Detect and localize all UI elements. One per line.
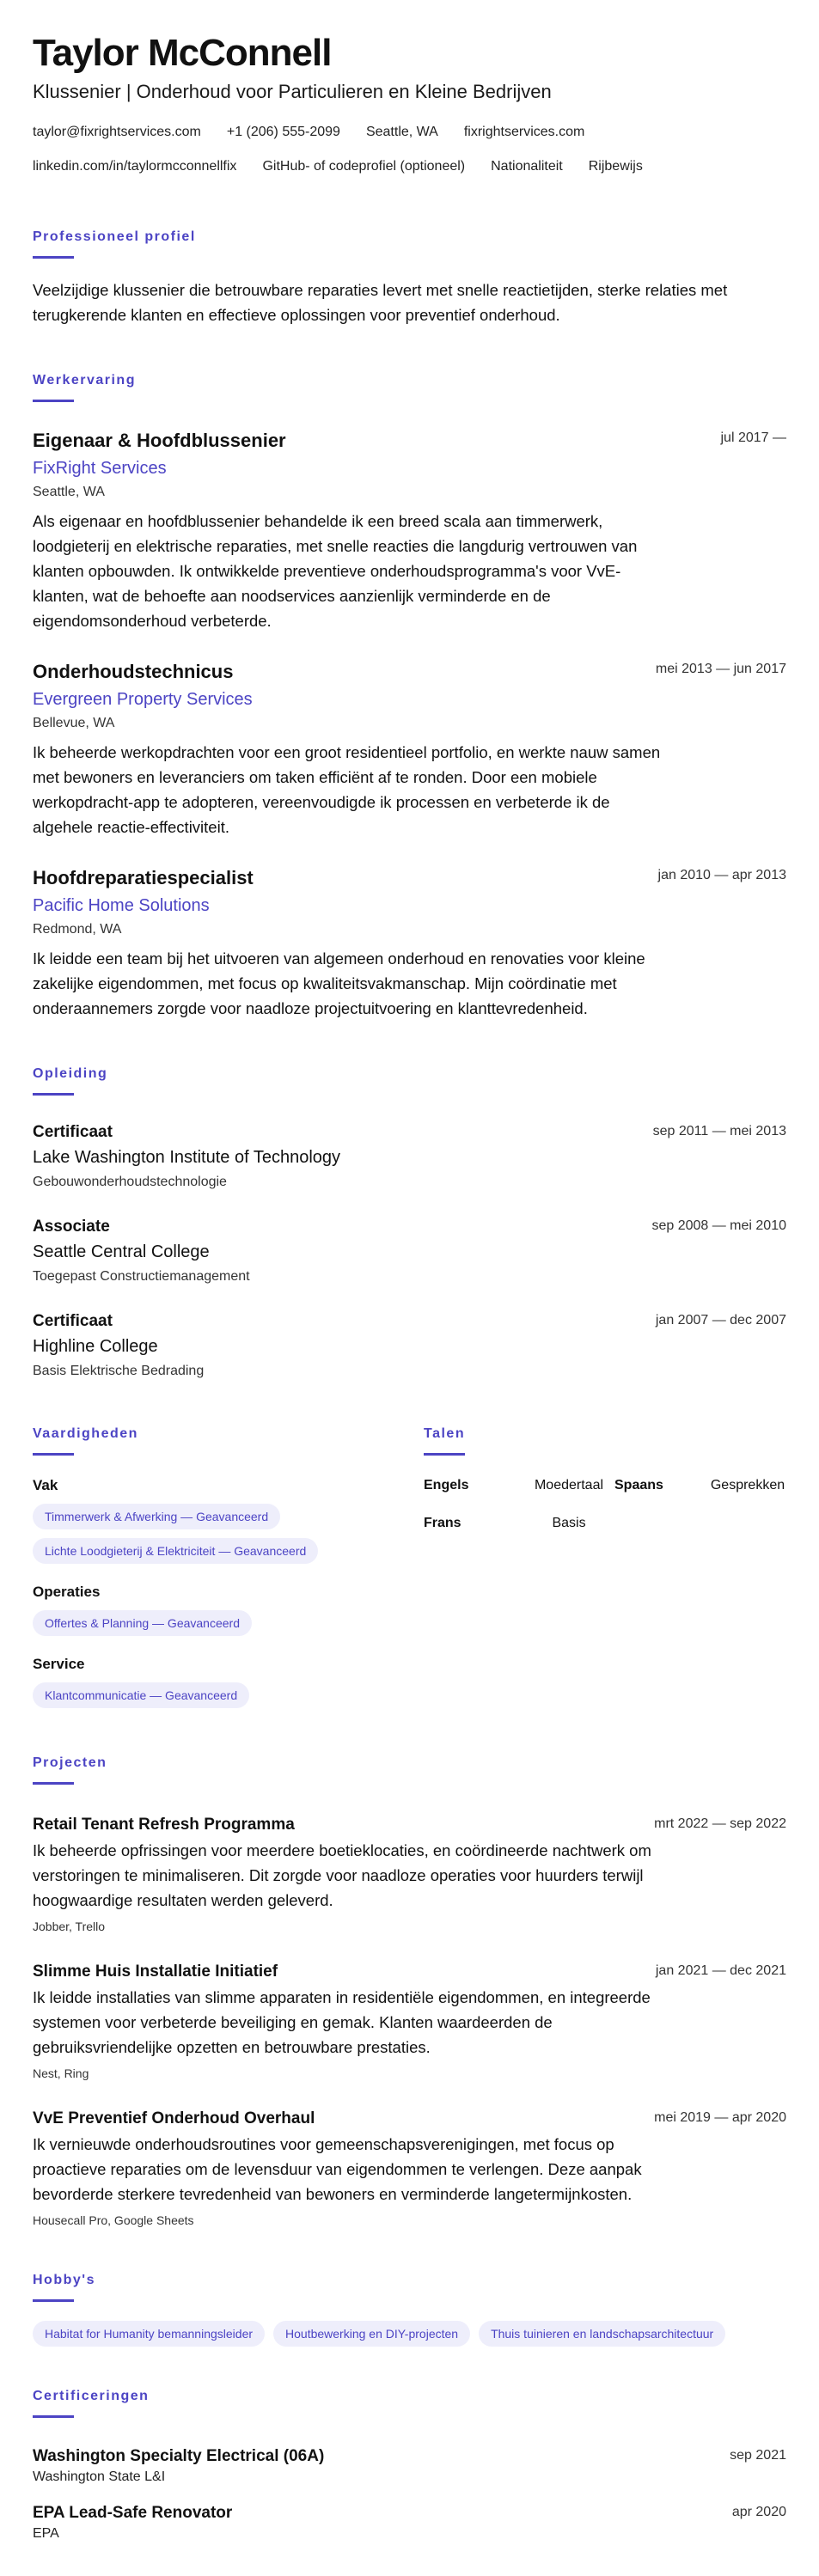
section-title-profile: Professioneel profiel bbox=[33, 229, 196, 244]
project-item bbox=[33, 1814, 786, 1935]
certification-date: apr 2020 bbox=[731, 2505, 786, 2519]
skills-section bbox=[33, 1425, 424, 1717]
experience-item bbox=[33, 428, 786, 633]
section-divider bbox=[33, 256, 74, 259]
job-title: Onderhoudstechnicus bbox=[33, 661, 234, 682]
hobby-tag: Habitat for Humanity bemanningsleider bbox=[33, 2321, 265, 2347]
certification-item bbox=[33, 2502, 786, 2543]
field-of-study: Gebouwonderhoudstechnologie bbox=[33, 1175, 227, 1189]
job-description: Ik leidde een team bij het uitvoeren van algemeen onderhoud en renovaties voor kleine zakelijke eigendommen, met focus op kwaliteitsvakmanschap. Mijn coördinatie met onderaannemers zorgde voor naadloze projectuitvoering en klanttevredenheid. bbox=[33, 949, 645, 1017]
section-divider bbox=[33, 2299, 74, 2302]
language-level: Gesprekken bbox=[710, 1478, 785, 1492]
job-date: mei 2013 — jun 2017 bbox=[655, 662, 786, 676]
school-name: Highline College bbox=[33, 1337, 158, 1356]
field-of-study: Toegepast Constructiemanagement bbox=[33, 1269, 250, 1284]
profile-summary: Veelzijdige klussenier die betrouwbare reparaties levert met snelle reactietijden, sterke relaties met terugkerende klanten en effectieve oplossingen voor preventief onderhoud. bbox=[33, 281, 728, 324]
contact-nationality: Nationaliteit bbox=[491, 159, 563, 174]
job-location: Seattle, WA bbox=[33, 485, 105, 499]
skill-tag: Klantcommunicatie — Geavanceerd bbox=[33, 1682, 249, 1708]
project-tools: Housecall Pro, Google Sheets bbox=[33, 2213, 194, 2227]
skill-tag: Timmerwerk & Afwerking — Geavanceerd bbox=[33, 1504, 280, 1529]
section-title-hobbies: Hobby's bbox=[33, 2273, 95, 2287]
field-of-study: Basis Elektrische Bedrading bbox=[33, 1364, 205, 1378]
company-name: FixRight Services bbox=[33, 459, 167, 478]
skill-tag: Lichte Loodgieterij & Elektriciteit — Geavanceerd bbox=[33, 1538, 318, 1564]
certification-issuer: Washington State L&I bbox=[33, 2469, 166, 2484]
section-title-languages: Talen bbox=[424, 1426, 466, 1441]
project-tools: Nest, Ring bbox=[33, 2066, 89, 2080]
education-date: jan 2007 — dec 2007 bbox=[655, 1313, 786, 1328]
degree: Associate bbox=[33, 1218, 110, 1236]
certification-title: EPA Lead-Safe Renovator bbox=[33, 2504, 233, 2522]
profile-section bbox=[33, 229, 786, 327]
projects-section bbox=[33, 1755, 786, 2229]
section-title-skills: Vaardigheden bbox=[33, 1426, 138, 1441]
language-name: Frans bbox=[424, 1516, 461, 1530]
project-title: VvE Preventief Onderhoud Overhaul bbox=[33, 2109, 315, 2127]
skill-group-title: Operaties bbox=[33, 1584, 101, 1600]
project-tools: Jobber, Trello bbox=[33, 1920, 106, 1933]
section-title-certifications: Certificeringen bbox=[33, 2389, 150, 2403]
experience-item bbox=[33, 865, 786, 1021]
project-date: mei 2019 — apr 2020 bbox=[654, 2110, 786, 2125]
education-section bbox=[33, 1065, 786, 1381]
section-divider bbox=[33, 400, 74, 402]
education-date: sep 2008 — mei 2010 bbox=[651, 1218, 786, 1233]
project-date: mrt 2022 — sep 2022 bbox=[654, 1816, 786, 1831]
project-title: Retail Tenant Refresh Programma bbox=[33, 1816, 295, 1834]
experience-item bbox=[33, 659, 786, 839]
skill-tags bbox=[33, 1682, 424, 1717]
degree: Certificaat bbox=[33, 1123, 113, 1141]
contact-location: Seattle, WA bbox=[365, 125, 438, 139]
hobby-tag: Houtbewerking en DIY-projecten bbox=[273, 2321, 470, 2347]
contact-linkedin[interactable]: linkedin.com/in/taylormcconnellfix bbox=[33, 159, 237, 174]
certification-date: sep 2021 bbox=[730, 2448, 786, 2463]
skill-group-title: Vak bbox=[33, 1477, 58, 1493]
hobbies-section bbox=[33, 2272, 786, 2355]
language-level: Moedertaal bbox=[534, 1478, 604, 1492]
language-level: Basis bbox=[552, 1516, 586, 1530]
section-title-education: Opleiding bbox=[33, 1066, 108, 1081]
skill-group bbox=[33, 1655, 424, 1717]
job-date: jan 2010 — apr 2013 bbox=[657, 868, 786, 882]
certification-title: Washington Specialty Electrical (06A) bbox=[33, 2447, 325, 2465]
education-item bbox=[33, 1121, 786, 1192]
headline: Klussenier | Onderhoud voor Particulieren en Kleine Bedrijven bbox=[33, 81, 552, 102]
certifications-section bbox=[33, 2388, 786, 2543]
skill-group bbox=[33, 1476, 424, 1572]
section-title-projects: Projecten bbox=[33, 1755, 107, 1770]
contact-website[interactable]: fixrightservices.com bbox=[463, 125, 585, 139]
project-description: Ik beheerde opfrissingen voor meerdere boetieklocaties, en coördineerde nachtwerk om verstoringen te minimaliseren. Dit zorgde voor naadloze operaties voor huurders terwijl hoogwaardige resultaten werden geleverd. bbox=[33, 1841, 651, 1909]
education-item bbox=[33, 1216, 786, 1286]
contact-row-2 bbox=[33, 158, 786, 175]
skill-tags bbox=[33, 1610, 424, 1645]
language-name: Engels bbox=[424, 1478, 469, 1492]
project-title: Slimme Huis Installatie Initiatief bbox=[33, 1963, 278, 1981]
candidate-name: Taylor McConnell bbox=[33, 32, 332, 74]
contact-row-1 bbox=[33, 124, 786, 141]
languages-list bbox=[424, 1476, 786, 1533]
job-description: Als eigenaar en hoofdblussenier behandelde ik een breed scala aan timmerwerk, loodgieterij en elektrische reparaties, met snelle reacties die langdurig vertrouwen van klanten opbouwden. Ik ontwikkelde preventieve onderhoudsprogramma's voor VvE-klanten, wat de behoefte aan noodservices aanzienlijk verminderde en de eigendomsonderhoud verbeterde. bbox=[33, 512, 638, 630]
education-date: sep 2011 — mei 2013 bbox=[652, 1124, 786, 1138]
section-divider bbox=[424, 1453, 465, 1456]
degree: Certificaat bbox=[33, 1312, 113, 1330]
language-name: Spaans bbox=[614, 1478, 663, 1492]
project-date: jan 2021 — dec 2021 bbox=[655, 1963, 786, 1978]
languages-section bbox=[424, 1425, 786, 1717]
hobby-tag: Thuis tuinieren en landschapsarchitectuur bbox=[479, 2321, 725, 2347]
job-location: Bellevue, WA bbox=[33, 716, 115, 730]
skill-group bbox=[33, 1583, 424, 1645]
section-divider bbox=[33, 1782, 74, 1785]
company-name: Pacific Home Solutions bbox=[33, 896, 210, 915]
skills-languages-row bbox=[33, 1425, 786, 1717]
certification-issuer: EPA bbox=[33, 2526, 59, 2541]
section-divider bbox=[33, 1093, 74, 1096]
education-item bbox=[33, 1310, 786, 1381]
contact-license: Rijbewijs bbox=[588, 159, 643, 174]
school-name: Seattle Central College bbox=[33, 1242, 210, 1261]
skill-group-title: Service bbox=[33, 1656, 85, 1672]
contact-email[interactable]: taylor@fixrightservices.com bbox=[33, 125, 201, 139]
job-title: Eigenaar & Hoofdblussenier bbox=[33, 430, 286, 451]
hobby-tags bbox=[33, 2321, 786, 2355]
job-description: Ik beheerde werkopdrachten voor een groot residentieel portfolio, en werkte nauw samen met bewoners en leveranciers om taken efficiënt af te ronden. Door een mobiele werkopdracht-app te adopteren, vereenvoudigde ik processen en verbeterde ik de algehele reactie-effectiviteit. bbox=[33, 743, 661, 836]
project-description: Ik leidde installaties van slimme apparaten in residentiële eigendommen, en integreerde systemen voor verbeterde beveiliging en gemak. Klanten waardeerden de gebruiksvriendelijke opzetten en betrouwbare prestaties. bbox=[33, 1988, 651, 2056]
project-description: Ik vernieuwde onderhoudsroutines voor gemeenschapsverenigingen, met focus op proactieve reparaties om de levensduur van eigendommen te verlengen. Deze aanpak bevorderde sterkere tevredenheid van bewoners en verminderde langetermijnkosten. bbox=[33, 2135, 642, 2203]
job-date: jul 2017 — bbox=[720, 430, 786, 445]
project-item bbox=[33, 1961, 786, 2082]
project-item bbox=[33, 2108, 786, 2229]
school-name: Lake Washington Institute of Technology bbox=[33, 1148, 341, 1167]
section-title-experience: Werkervaring bbox=[33, 373, 136, 388]
skill-tags bbox=[33, 1504, 424, 1572]
skill-tag: Offertes & Planning — Geavanceerd bbox=[33, 1610, 252, 1636]
section-divider bbox=[33, 2415, 74, 2418]
job-title: Hoofdreparatiespecialist bbox=[33, 867, 254, 888]
company-name: Evergreen Property Services bbox=[33, 690, 253, 709]
experience-section bbox=[33, 372, 786, 1021]
certification-item bbox=[33, 2445, 786, 2487]
job-location: Redmond, WA bbox=[33, 922, 122, 937]
contact-phone[interactable]: +1 (206) 555-2099 bbox=[226, 125, 340, 139]
header bbox=[33, 31, 786, 175]
section-divider bbox=[33, 1453, 74, 1456]
contact-github[interactable]: GitHub- of codeprofiel (optioneel) bbox=[262, 159, 466, 174]
